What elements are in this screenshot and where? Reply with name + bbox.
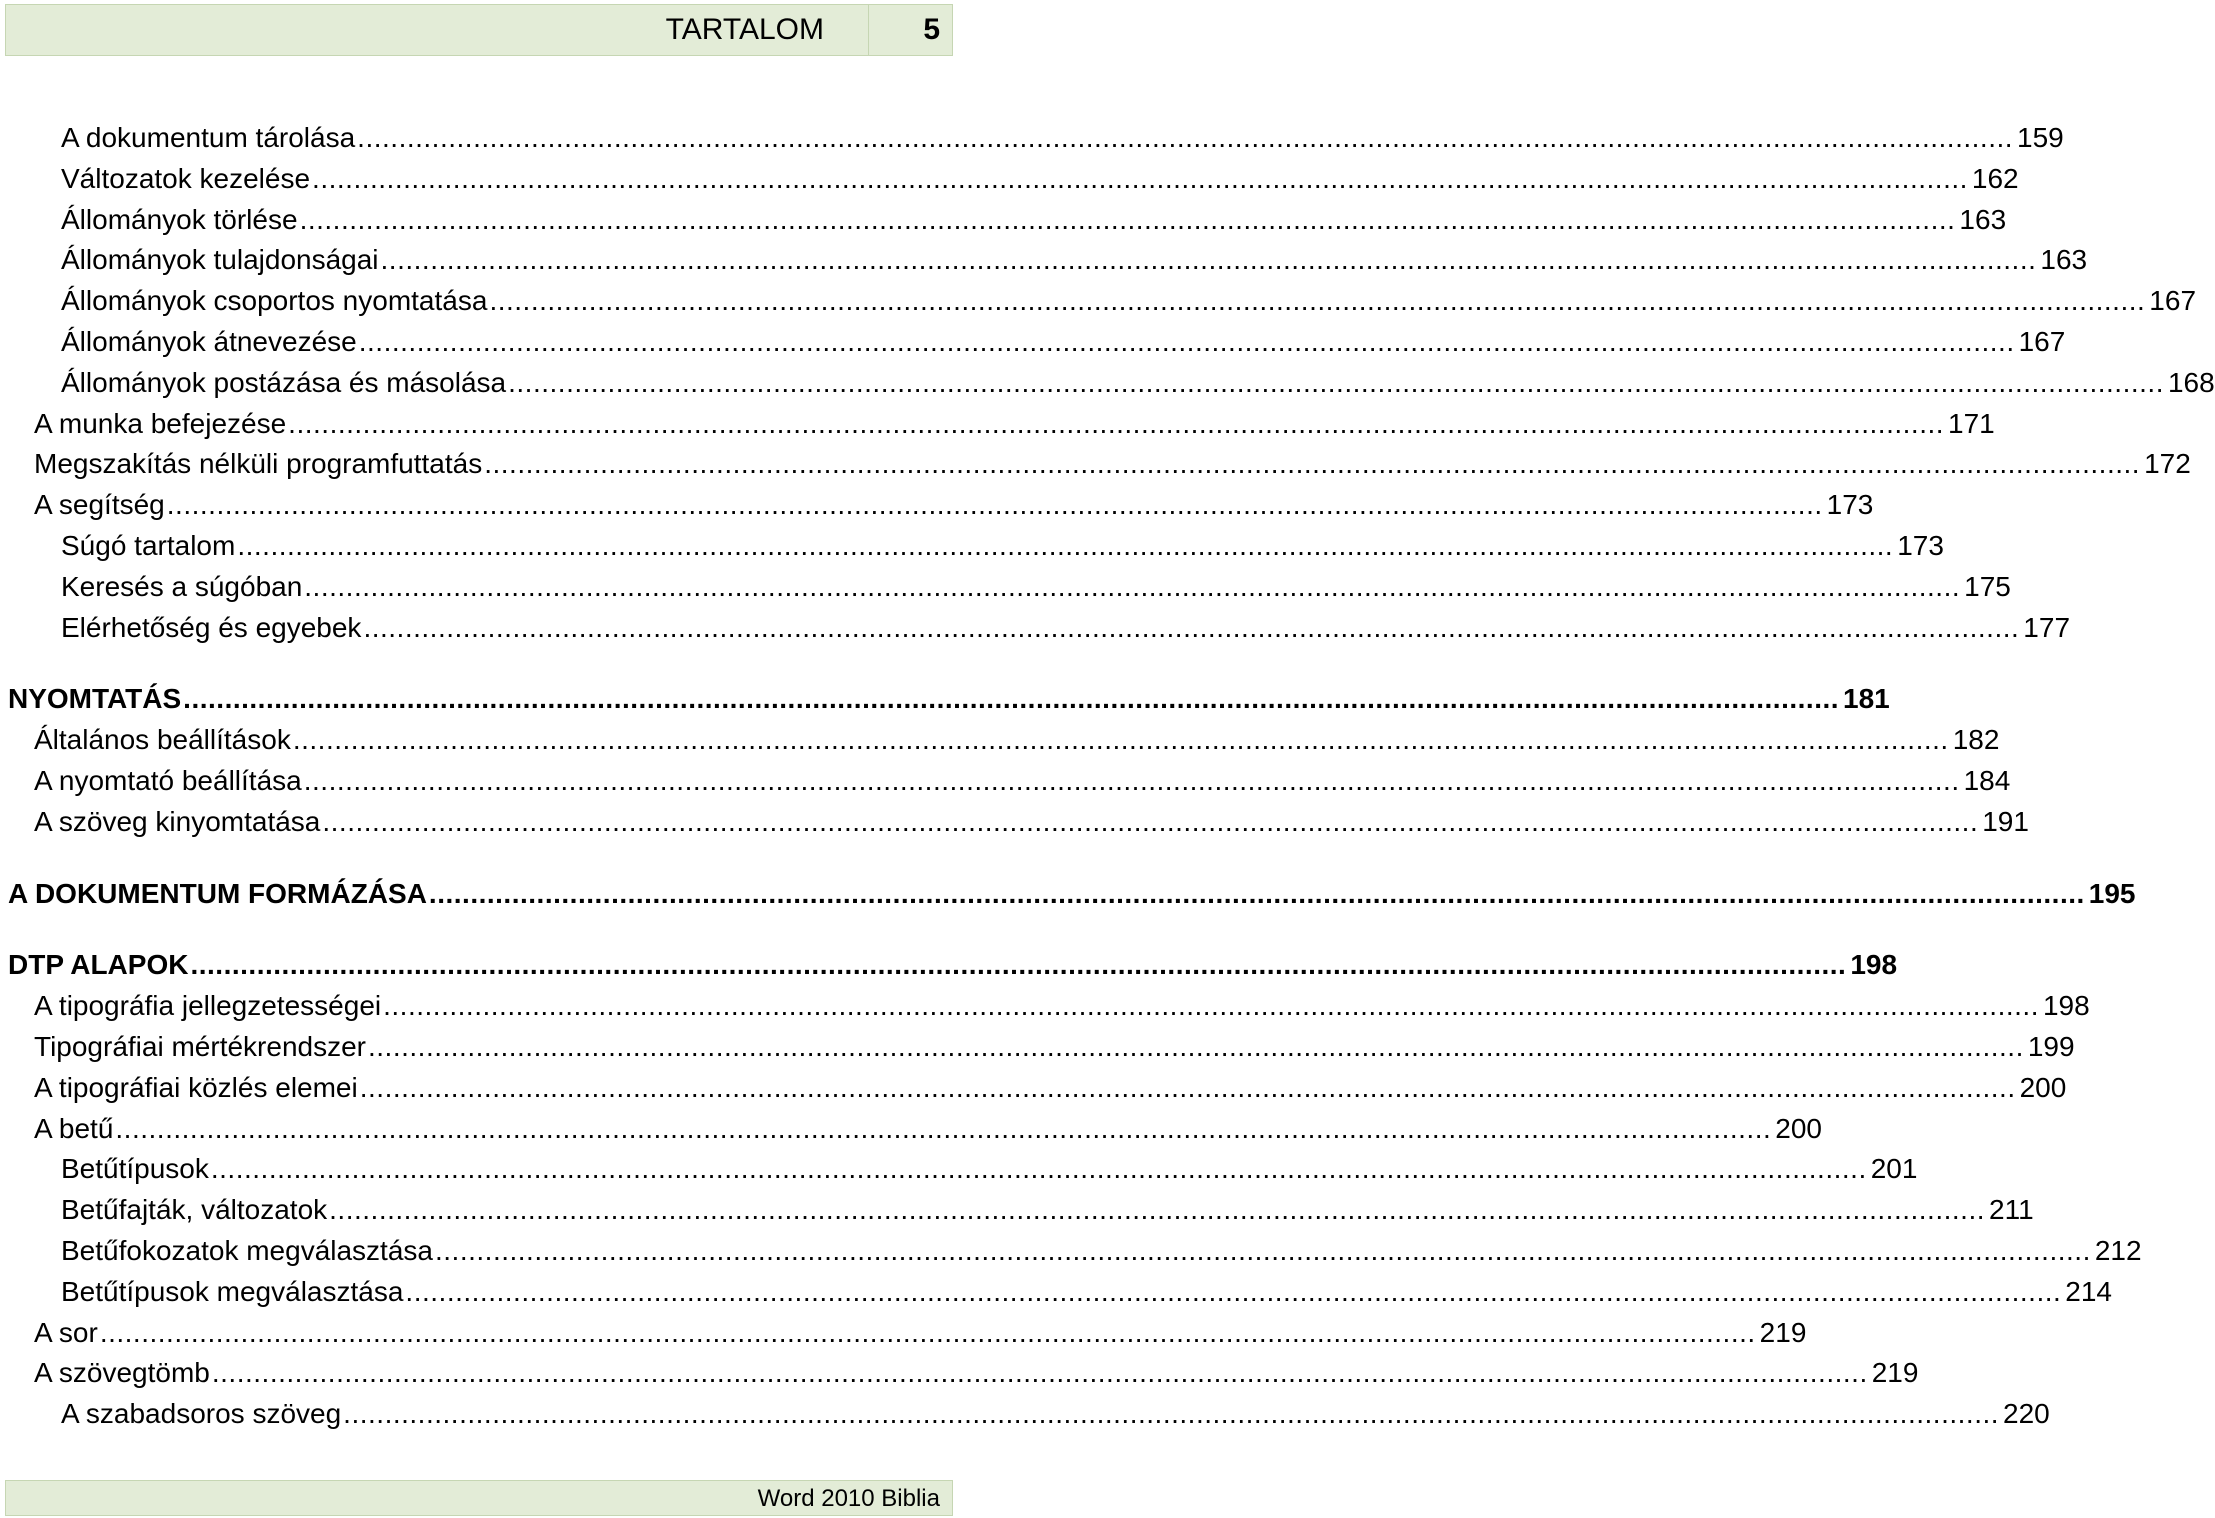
toc-entry-title: Betűtípusok megválasztása [61, 1275, 404, 1307]
toc-leader-dots: ........................................................................................................................................................................................................ [380, 244, 2037, 276]
toc-entry[interactable] [0, 945, 1898, 986]
toc-leader-dots: ........................................................................................................................................................................................................ [489, 285, 2146, 317]
toc-entry[interactable] [0, 1190, 2034, 1231]
toc-entry-title: A tipográfiai közlés elemei [34, 1071, 358, 1103]
toc-entry[interactable] [0, 567, 2011, 608]
toc-leader-dots: ........................................................................................................................................................................................................ [299, 203, 1956, 235]
toc-entry-title: Állományok törlése [61, 203, 298, 235]
toc-entry-title: A sor [34, 1316, 98, 1348]
toc-entry-title: Keresés a súgóban [61, 570, 303, 602]
toc-leader-dots: ........................................................................................................................................................................................................ [190, 949, 1847, 981]
toc-entry-title: DTP ALAPOK [8, 949, 189, 981]
toc-leader-dots: ........................................................................................................................................................................................................ [358, 325, 2015, 357]
toc-leader-dots: ........................................................................................................................................................................................................ [322, 805, 1979, 837]
toc-entry-page: 198 [1850, 949, 1898, 981]
toc-entry-title: NYOMTATÁS [8, 683, 182, 715]
toc-leader-dots: ........................................................................................................................................................................................................ [304, 570, 1961, 602]
toc-entry[interactable] [0, 404, 1995, 445]
toc-entry-title: Állományok tulajdonságai [61, 244, 379, 276]
toc-entry[interactable] [0, 1231, 2142, 1272]
toc-entry-title: Megszakítás nélküli programfuttatás [34, 448, 483, 480]
toc-entry-title: Állományok csoportos nyomtatása [61, 285, 488, 317]
toc-entry-title: A szabadsoros szöveg [61, 1398, 342, 1430]
toc-entry-title: Betűfajták, változatok [61, 1194, 328, 1226]
toc-leader-dots: ........................................................................................................................................................................................................ [359, 1071, 2016, 1103]
toc-entry-page: 211 [1989, 1194, 2034, 1226]
toc-leader-dots: ........................................................................................................................................................................................................ [183, 683, 1840, 715]
toc-entry-title: Súgó tartalom [61, 529, 236, 561]
toc-entry-page: 201 [1870, 1153, 1918, 1185]
toc-entry-page: 220 [2003, 1398, 2050, 1430]
toc-entry-page: 163 [2040, 244, 2088, 276]
chapter-title: TARTALOM [665, 13, 824, 46]
toc-entry[interactable] [0, 444, 2191, 485]
toc-leader-dots: ........................................................................................................................................................................................................ [434, 1234, 2091, 1266]
toc-entry[interactable] [0, 608, 2071, 649]
book-title: Word 2010 Biblia [757, 1485, 940, 1512]
toc-entry-title: A betű [34, 1112, 114, 1144]
toc-entry-page: 182 [1952, 724, 2000, 756]
toc-leader-dots: ........................................................................................................................................................................................................ [303, 764, 1960, 796]
toc-entry-page: 181 [1843, 683, 1890, 715]
toc-leader-dots: ........................................................................................................................................................................................................ [367, 1030, 2024, 1062]
toc-entry-page: 219 [1871, 1357, 1919, 1389]
toc-leader-dots: ........................................................................................................................................................................................................ [357, 122, 2014, 153]
toc-entry-title: Tipográfiai mértékrendszer [34, 1030, 366, 1062]
toc-entry[interactable] [0, 986, 2090, 1027]
toc-entry-page: 214 [2065, 1275, 2112, 1307]
toc-entry[interactable] [0, 802, 2029, 843]
toc-entry[interactable] [0, 1353, 1919, 1394]
page-footer [5, 1480, 953, 1516]
toc-entry[interactable] [0, 1149, 1918, 1190]
toc-entry-page: 173 [1826, 489, 1874, 521]
toc-entry-page: 199 [2027, 1030, 2075, 1062]
toc-leader-dots: ........................................................................................................................................................................................................ [211, 1357, 1868, 1389]
toc-entry-page: 212 [2094, 1234, 2142, 1266]
toc-entry-page: 219 [1759, 1316, 1807, 1348]
toc-entry[interactable] [0, 322, 2066, 363]
toc-entry-page: 173 [1897, 529, 1944, 561]
toc-leader-dots: ........................................................................................................................................................................................................ [363, 611, 2020, 643]
page-header [5, 4, 953, 56]
toc-entry-title: Elérhetőség és egyebek [61, 611, 362, 643]
toc-entry-title: A dokumentum tárolása [61, 122, 356, 153]
toc-leader-dots: ........................................................................................................................................................................................................ [292, 724, 1949, 756]
page-number: 5 [923, 13, 940, 46]
toc-entry[interactable] [0, 526, 1944, 567]
toc-leader-dots: ........................................................................................................................................................................................................ [383, 990, 2039, 1022]
toc-entry-page: 171 [1948, 407, 1995, 439]
toc-entry-page: 172 [2144, 448, 2191, 480]
toc-entry-page: 167 [2149, 285, 2197, 317]
header-divider [868, 5, 869, 55]
toc-entry[interactable] [0, 1394, 2050, 1435]
toc-entry[interactable] [0, 485, 1874, 526]
toc-entry[interactable] [0, 1272, 2112, 1313]
table-of-contents [0, 118, 2215, 1435]
toc-entry-page: 184 [1963, 764, 2011, 796]
toc-leader-dots: ........................................................................................................................................................................................................ [237, 529, 1894, 561]
toc-entry-page: 159 [2017, 122, 2064, 153]
toc-entry-title: Állományok átnevezése [61, 325, 357, 357]
toc-entry[interactable] [0, 240, 2088, 281]
toc-entry-page: 162 [1971, 162, 2019, 194]
toc-entry-title: A segítség [34, 489, 165, 521]
toc-entry-page: 195 [2088, 877, 2136, 909]
toc-entry-title: A szöveg kinyomtatása [34, 805, 321, 837]
toc-entry-page: 198 [2042, 990, 2090, 1022]
toc-entry-page: 200 [2019, 1071, 2067, 1103]
toc-leader-dots: ........................................................................................................................................................................................................ [288, 407, 1945, 439]
toc-entry-page: 200 [1775, 1112, 1822, 1144]
toc-leader-dots: ........................................................................................................................................................................................................ [405, 1275, 2062, 1307]
toc-entry-page: 175 [1964, 570, 2011, 602]
toc-entry-page: 177 [2023, 611, 2071, 643]
toc-leader-dots: ........................................................................................................................................................................................................ [115, 1112, 1772, 1144]
toc-entry[interactable] [0, 281, 2197, 322]
toc-leader-dots: ........................................................................................................................................................................................................ [329, 1194, 1986, 1226]
toc-entry-title: Általános beállítások [34, 724, 291, 756]
toc-leader-dots: ........................................................................................................................................................................................................ [166, 489, 1823, 521]
toc-entry[interactable] [0, 720, 2000, 761]
toc-entry-title: A szövegtömb [34, 1357, 210, 1389]
toc-leader-dots: ........................................................................................................................................................................................................ [343, 1398, 2000, 1430]
toc-entry[interactable] [0, 679, 1890, 720]
toc-leader-dots: ........................................................................................................................................................................................................ [210, 1153, 1867, 1185]
toc-entry[interactable] [0, 1109, 1822, 1150]
toc-entry-title: A munka befejezése [34, 407, 287, 439]
toc-entry[interactable] [0, 200, 2007, 241]
toc-leader-dots: ........................................................................................................................................................................................................ [508, 366, 2164, 398]
toc-entry-title: Változatok kezelése [61, 162, 311, 194]
toc-leader-dots: ........................................................................................................................................................................................................ [428, 877, 2085, 909]
toc-entry-title: A tipográfia jellegzetességei [34, 990, 382, 1022]
toc-entry-page: 168 [2167, 366, 2215, 398]
toc-entry[interactable] [0, 1068, 2067, 1109]
toc-entry[interactable] [0, 1027, 2075, 1068]
toc-leader-dots: ........................................................................................................................................................................................................ [484, 448, 2141, 480]
toc-entry[interactable] [0, 159, 2019, 200]
toc-entry-title: A DOKUMENTUM FORMÁZÁSA [8, 877, 427, 909]
toc-entry-title: Betűfokozatok megválasztása [61, 1234, 433, 1266]
toc-leader-dots: ........................................................................................................................................................................................................ [312, 162, 1968, 194]
toc-entry[interactable] [0, 874, 2136, 915]
toc-entry-page: 167 [2018, 325, 2066, 357]
toc-leader-dots: ........................................................................................................................................................................................................ [99, 1316, 1756, 1348]
toc-entry-page: 163 [1959, 203, 2007, 235]
toc-entry-title: Állományok postázása és másolása [61, 366, 507, 398]
toc-entry[interactable] [0, 363, 2215, 404]
toc-entry-page: 191 [1982, 805, 2029, 837]
toc-entry[interactable] [0, 118, 2064, 159]
toc-entry[interactable] [0, 761, 2011, 802]
toc-entry-title: Betűtípusok [61, 1153, 209, 1185]
toc-entry[interactable] [0, 1313, 1807, 1354]
toc-entry-title: A nyomtató beállítása [34, 764, 302, 796]
